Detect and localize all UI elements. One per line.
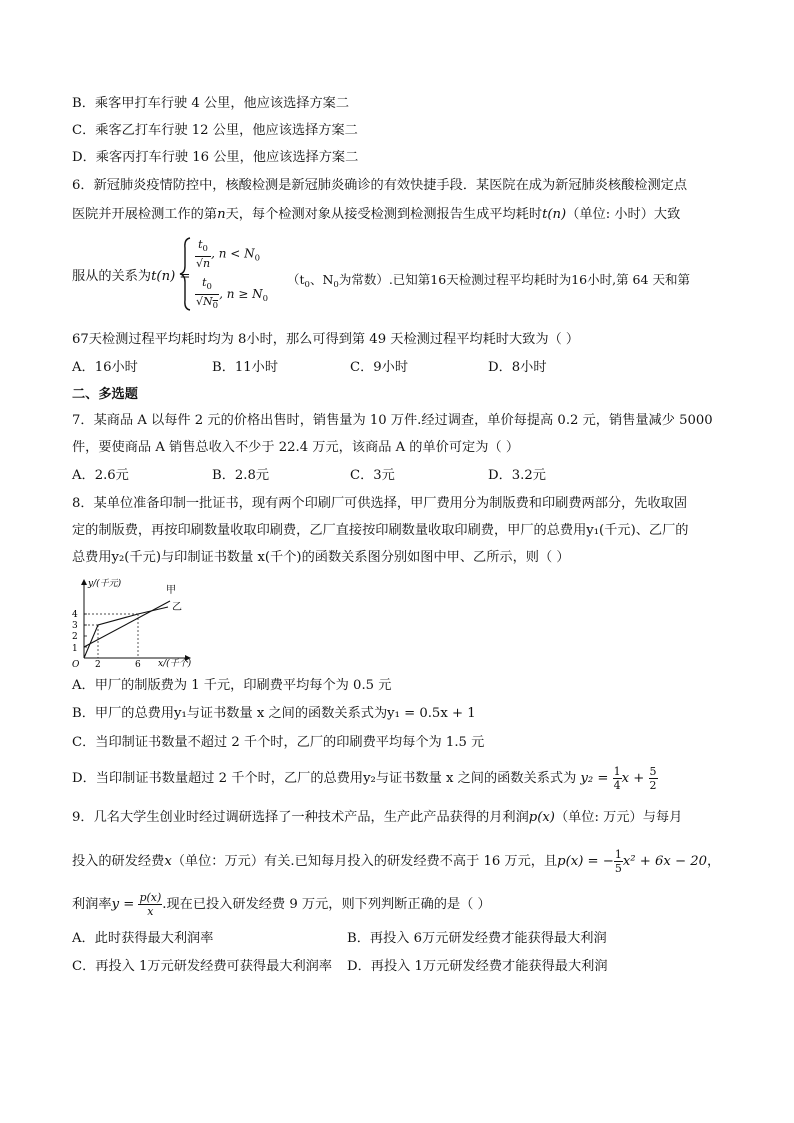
y-tick-1: 1 — [72, 644, 78, 654]
section-heading-multiple-choice: 二、多选题 — [72, 387, 138, 402]
q6-option-a: A．16小时 — [72, 360, 138, 375]
x-tick-6: 6 — [135, 660, 141, 670]
q6-option-d: D．8小时 — [488, 360, 547, 375]
q7-line1: 7．某商品 A 以每件 2 元的价格出售时，销售量为 10 万件.经过调查，单价每提高 0.2 元，销售量减少 5000 — [72, 413, 713, 428]
q8-option-a: A．甲厂的制版费为 1 千元，印刷费平均每个为 0.5 元 — [72, 678, 392, 693]
q8-line1: 8．某单位准备印制一批证书，现有两个印刷厂可供选择，甲厂费用分为制版费和印刷费两部分，先收取固 — [72, 496, 688, 511]
q6-line1: 6．新冠肺炎疫情防控中，核酸检测是新冠肺炎确诊的有效快捷手段．某医院在成为新冠肺炎核酸检测定点 — [72, 178, 688, 193]
q9-line2: 投入的研发经费x（单位：万元）有关.已知每月投入的研发经费不高于 16 万元，且p(x) = − $\frac{1}{5}$ x² + 6x − 20， — [72, 848, 721, 875]
y-tick-4: 4 — [72, 610, 78, 620]
q9-line3: 利润率y = $\frac{p(x)}{x}$ .现在已投入研发经费 9 万元，则下列判断正确的是（ ） — [72, 891, 491, 918]
q6-case2: $\frac{t_0}{√N_0}$ , $n \ge N_0$ — [196, 276, 269, 311]
q7-option-d: D．3.2元 — [488, 468, 546, 483]
q9-option-d: D．再投入 1万元研发经费才能获得最大利润 — [347, 959, 608, 974]
x-axis-label: x/(千个) — [158, 659, 192, 669]
q9-line1: 9．几名大学生创业时经过调研选择了一种技术产品，生产此产品获得的月利润p(x)（单位: 万元）与每月 — [72, 810, 683, 825]
y-tick-3: 3 — [72, 621, 78, 631]
label-yi: 乙 — [172, 602, 182, 613]
left-brace-icon — [179, 236, 193, 312]
q8-option-b: B．甲厂的总费用y₁与证书数量 x 之间的函数关系式为y₁ = 0.5x + 1 — [72, 706, 476, 721]
q5-option-c: C．乘客乙打车行驶 12 公里，他应该选择方案二 — [72, 123, 358, 138]
q8-line2: 定的制版费，再按印刷数量收取印刷费，乙厂直接按印刷数量收取印刷费，甲厂的总费用y₁(千元)、乙厂的 — [72, 523, 689, 538]
y-tick-2: 2 — [72, 632, 78, 642]
q6-piecewise-function — [179, 236, 289, 312]
q7-option-b: B．2.8元 — [212, 468, 270, 483]
q9-option-b: B．再投入 6万元研发经费才能获得最大利润 — [347, 931, 607, 946]
q6-line3: 服从的关系为t(n) = — [72, 269, 191, 284]
q6-case1: $\frac{t_0}{√n}$ , $n < N_0$ — [196, 238, 261, 270]
q9-option-a: A．此时获得最大利润率 — [72, 931, 214, 946]
q6-option-b: B．11小时 — [212, 360, 279, 375]
y-axis-label: y/(千元) — [88, 579, 122, 589]
q7-option-c: C．3元 — [350, 468, 395, 483]
q6-line2: 医院并开展检测工作的第n天，每个检测对象从接受检测到检测报告生成平均耗时t(n)（单位: 小时）大致 — [72, 207, 681, 222]
q9-option-c: C．再投入 1万元研发经费可获得最大利润率 — [72, 959, 333, 974]
q5-option-d: D．乘客丙打车行驶 16 公里，他应该选择方案二 — [72, 150, 359, 165]
q7-line2: 件，要使商品 A 销售总收入不少于 22.4 万元，该商品 A 的单价可定为（ ） — [72, 440, 520, 455]
q6-option-c: C．9小时 — [350, 360, 409, 375]
q6-line4: 67天检测过程平均耗时均为 8小时，那么可得到第 49 天检测过程平均耗时大致为（ ） — [72, 332, 580, 347]
q8-option-d: D．当印制证书数量超过 2 千个时，乙厂的总费用y₂与证书数量 x 之间的函数关系式为 y₂ = $\frac{1}{4}$ x + $\frac{5}{2}$ — [72, 765, 657, 792]
q7-option-a: A．2.6元 — [72, 468, 129, 483]
x-tick-2: 2 — [95, 660, 101, 670]
q5-option-b: B．乘客甲打车行驶 4 公里，他应该选择方案二 — [72, 96, 350, 111]
q8-line3: 总费用y₂(千元)与印制证书数量 x(千个)的函数关系图分别如图中甲、乙所示，则（ ） — [72, 550, 570, 565]
q6-line3-tail: （$t_0$、$N_0$为常数）.已知第16天检测过程平均耗时为16小时,第 64 天和第 — [287, 272, 690, 290]
origin-label: O — [72, 660, 80, 670]
q8-option-c: C．当印制证书数量不超过 2 千个时，乙厂的印刷费平均每个为 1.5 元 — [72, 735, 485, 750]
line-jia — [84, 601, 170, 647]
label-jia: 甲 — [166, 585, 176, 596]
line-yi — [84, 607, 168, 658]
q8-function-graph — [70, 576, 210, 671]
